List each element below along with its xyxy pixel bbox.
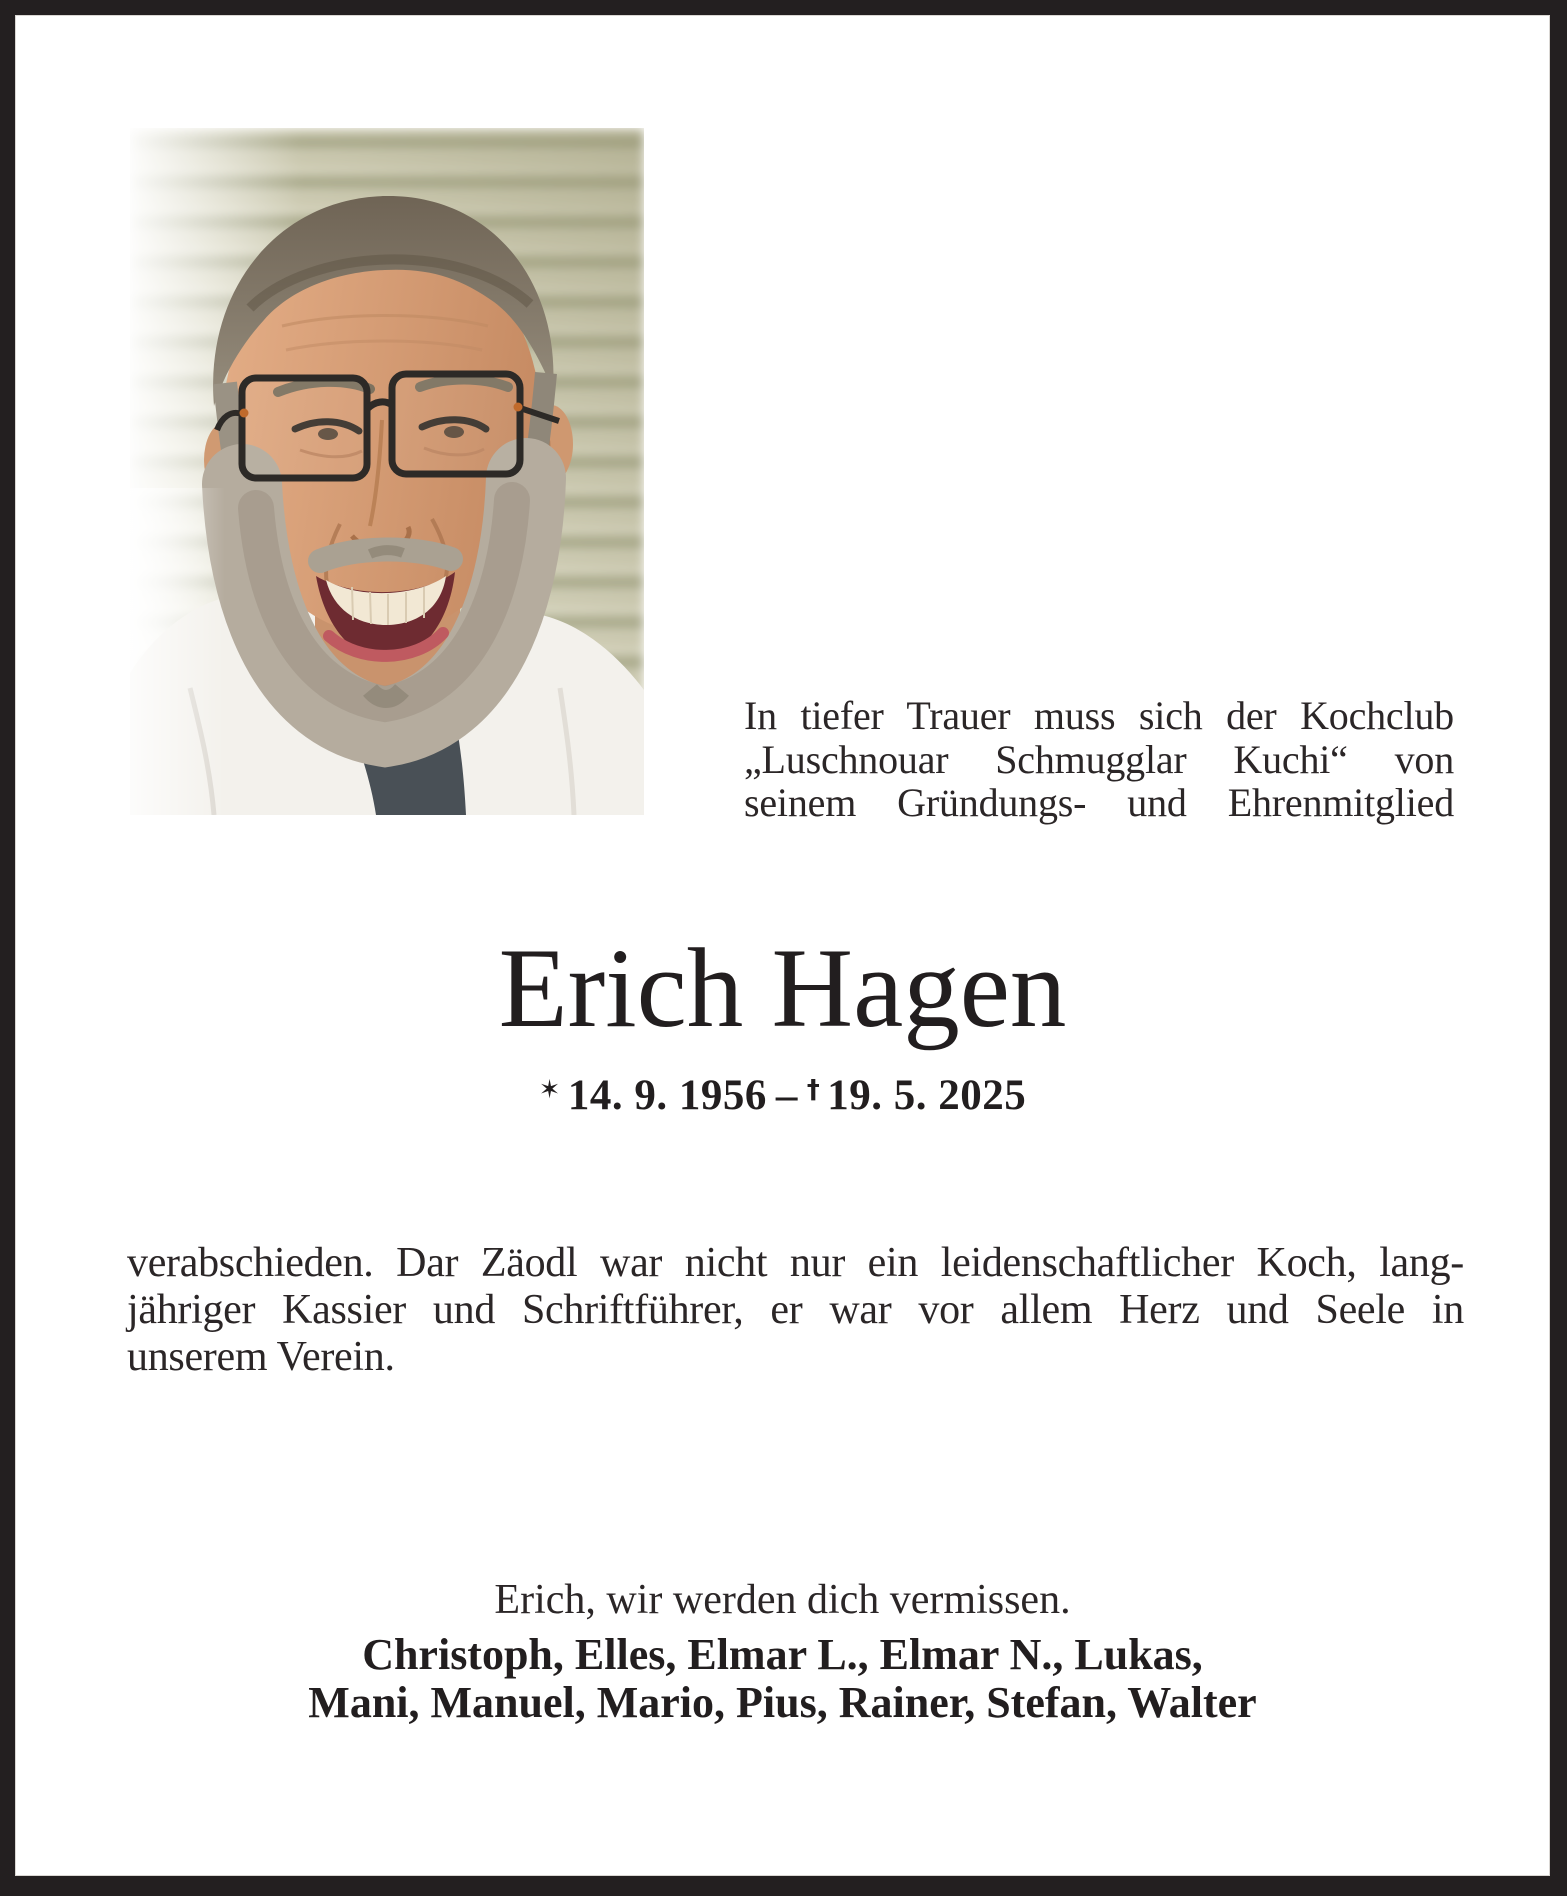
mourners-names [15,1631,1550,1726]
life-dates [15,1070,1550,1127]
deceased-name: Erich Hagen [498,926,1067,1051]
date-separator: – [775,1072,798,1119]
intro-line: seinem Gründungs- und Ehrenmitglied [744,780,1454,825]
intro-line: In tiefer Trauer muss sich der Kochclub [744,693,1454,738]
body-line: verabschieden. Dar Zäodl war nicht nur ein leidenschaftlicher Koch, lang- [127,1240,1464,1286]
body-line: jähriger Kassier und Schriftführer, er war vor allem Herz und Seele in [127,1287,1464,1333]
body-line: unserem Verein. [127,1334,395,1380]
intro-text [744,694,1454,825]
farewell-line: Erich, wir werden dich vermissen. [494,1577,1071,1623]
deceased-photo [130,128,644,815]
birth-date: 14. 9. 1956 [567,1072,767,1119]
death-cross-icon: † [806,1075,821,1106]
obituary-body [127,1240,1464,1381]
mourners-line: Mani, Manuel, Mario, Pius, Rainer, Stefan, Walter [308,1677,1257,1727]
intro-line: „Luschnouar Schmugglar Kuchi“ von [744,736,1454,782]
birth-star-icon: ✶ [538,1075,561,1106]
mourners-line: Christoph, Elles, Elmar L., Elmar N., Lukas, [362,1630,1203,1679]
portrait-illustration [130,128,644,815]
death-date: 19. 5. 2025 [827,1072,1027,1119]
